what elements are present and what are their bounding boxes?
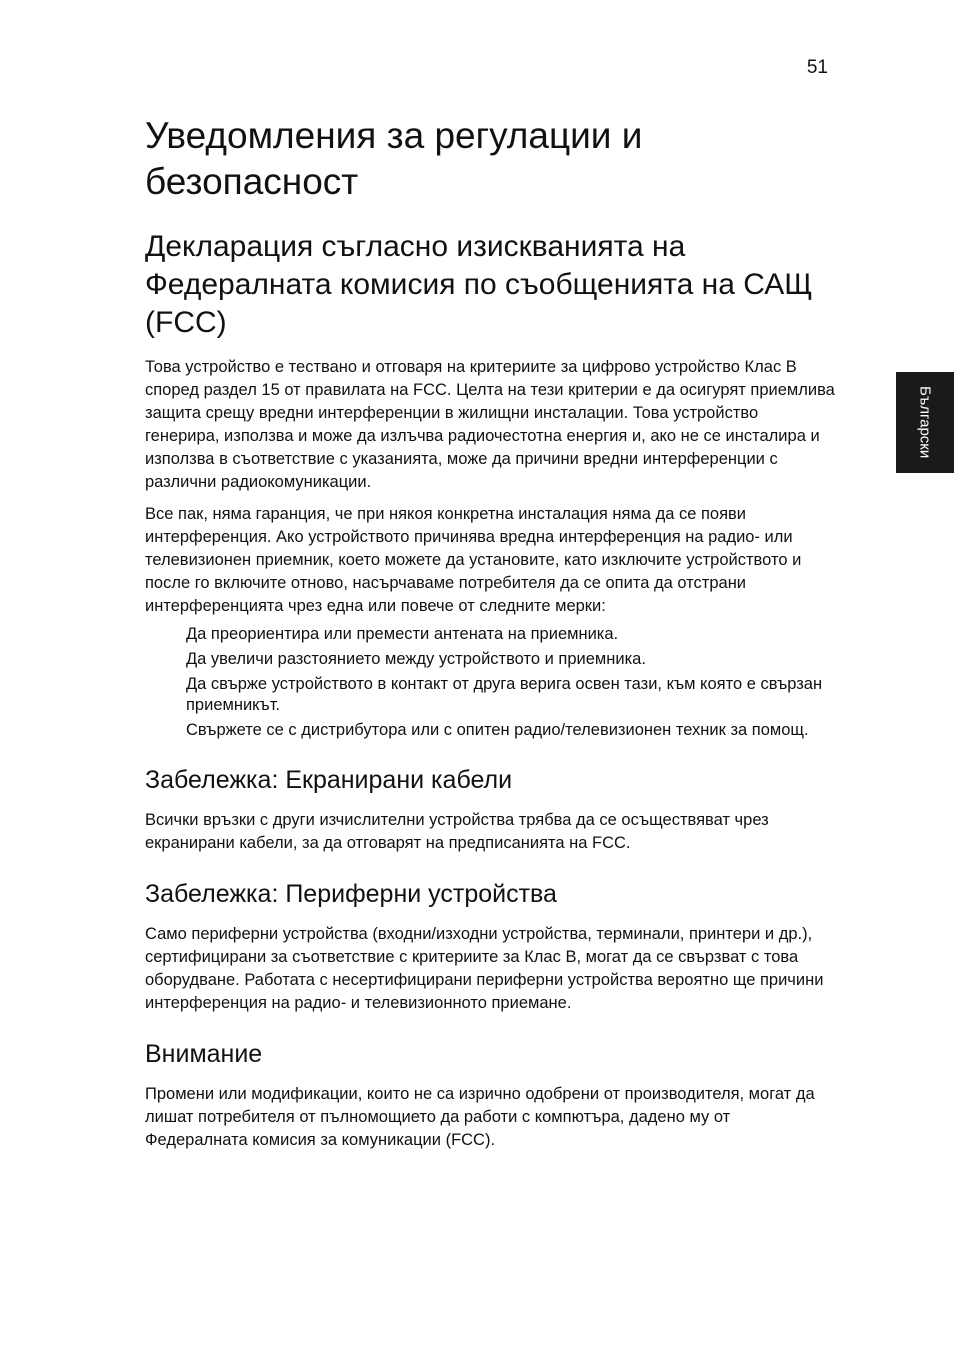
caution-heading: Внимание bbox=[145, 1040, 263, 1068]
page-content bbox=[145, 113, 835, 1152]
measure-item: Да свърже устройството в контакт от друга верига освен тази, към която е свързан приемникът. bbox=[186, 675, 823, 714]
measure-item: Да увеличи разстоянието между устройството и приемника. bbox=[186, 650, 646, 668]
shielded-cables-heading: Забележка: Екранирани кабели bbox=[145, 766, 513, 794]
caution-text: Промени или модификации, които не са изрично одобрени от производителя, могат да лишат потребителя от пълномощието да работи с компютъра, дадено му от Федералната комисия за комуникации (FCC). bbox=[145, 1085, 815, 1149]
shielded-cables-text: Всички връзки с други изчислителни устройства трябва да се осъществяват чрез екранирани кабели, за да отговарят на предписанията на FCC. bbox=[145, 811, 769, 852]
fcc-heading: Декларация съгласно изискванията на Федералната комисия по съобщенията на САЩ (FCC) bbox=[145, 230, 813, 339]
peripherals-heading: Забележка: Периферни устройства bbox=[145, 880, 557, 908]
peripherals-text: Само периферни устройства (входни/изходни устройства, терминали, принтери и др.), сертифицирани за съответствие с критериите за Клас B, могат да се свързват с това оборудване. Работата с несертифицирани периферни устройства вероятно ще причини интерференция на радио- и телевизионното приемане. bbox=[145, 925, 824, 1012]
fcc-paragraph-2: Все пак, няма гаранция, че при някоя конкретна инсталация няма да се появи интерференция. Ако устройството причинява вредна интерференция на радио- или телевизионен приемник, което можете да установите, като изключите устройството и после го включите отново, насърчаваме потребителя да се опита да отстрани интерференцията чрез една или повече от следните мерки: bbox=[145, 505, 802, 615]
page-title: Уведомления за регулации и безопасност bbox=[145, 115, 643, 202]
page-number: 51 bbox=[806, 57, 828, 78]
fcc-paragraph-1: Това устройство е тествано и отговаря на критериите за цифрово устройство Клас B според раздел 15 от правилата на FCC. Целта на тези критерии е да осигурят приемлива защита срещу вредни интерференции в жилищни инсталации. Това устройство генерира, използва и може да излъчва радиочестотна енергия и, ако не се инсталира и използва в съответствие с указанията, може да причини вредни интерференции с различни радиокомуникации. bbox=[145, 358, 835, 491]
fcc-measures-list bbox=[145, 624, 835, 741]
language-tab-label: Български bbox=[916, 386, 934, 459]
measure-item: Свържете се с дистрибутора или с опитен радио/телевизионен техник за помощ. bbox=[186, 721, 809, 739]
measure-item: Да преориентира или премести антената на приемника. bbox=[186, 625, 619, 643]
language-side-tab bbox=[896, 372, 954, 473]
